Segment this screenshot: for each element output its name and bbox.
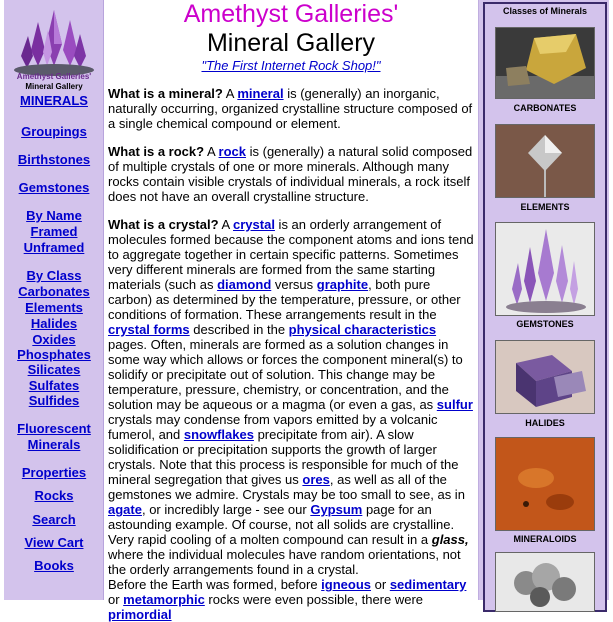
link-ores[interactable]: ores (302, 472, 330, 487)
text-span: precipitate from air). A slow solidification or precipitation supports the growth of larger crystals. Note that this process is responsible for much of the mineral segregation that gives us (108, 427, 459, 487)
right-column (478, 0, 609, 600)
halides-photo-icon (496, 341, 594, 413)
gemstones-label[interactable]: GEMSTONES (516, 319, 574, 329)
question-mineral: What is a mineral? (108, 86, 223, 101)
nav-link-silicates[interactable]: Silicates (27, 362, 81, 377)
link-mineral[interactable]: mineral (237, 86, 284, 101)
nav-link-properties[interactable]: Properties (21, 465, 87, 480)
text-span: , as well as all of the gemstones we admire. Crystals may be too small to see, as in (108, 472, 465, 502)
nav-link-elements[interactable]: Elements (25, 300, 83, 315)
logo-line2: Mineral Gallery (25, 82, 83, 91)
text-span: is (generally) a natural solid composed of multiple crystals of one or more minerals. Although many rocks contain visible crystals of individual minerals, a rock itself does not have an overall crystalline structure. (108, 144, 473, 204)
link-physical-characteristics[interactable]: physical characteristics (288, 322, 437, 337)
link-crystal[interactable]: crystal (233, 217, 275, 232)
link-primordial[interactable]: primordial (108, 607, 172, 622)
link-metamorphic[interactable]: metamorphic (123, 592, 205, 607)
mineraloids-photo-icon (496, 438, 594, 530)
page-title: Mineral Gallery (206, 29, 376, 57)
logo-line1: Amethyst Galleries' (16, 72, 92, 81)
link-rock[interactable]: rock (218, 144, 247, 159)
nav-link-carbonates[interactable]: Carbonates (18, 284, 90, 299)
halides-label[interactable]: HALIDES (525, 418, 565, 428)
nav-link-books[interactable]: Books (34, 558, 74, 573)
link-diamond[interactable]: diamond (217, 277, 272, 292)
nav-link-halides[interactable]: Halides (30, 316, 78, 331)
nav-link-by-name[interactable]: By Name (26, 208, 82, 223)
text-span: pages. Often, minerals are formed as a solution changes in some way which allows or forces the component mineral(s) to solidify or precipitate out of solution. This change may be temperature, pressure, chemistry, or concentration, and the solution may be aqueous or a magma (or even a gas, as (108, 337, 463, 412)
mineraloids-label[interactable]: MINERALOIDS (513, 534, 577, 544)
link-igneous[interactable]: igneous (321, 577, 372, 592)
paragraph-rock (108, 144, 474, 204)
link-agate[interactable]: agate (108, 502, 142, 517)
carbonates-label[interactable]: CARBONATES (513, 103, 577, 113)
nav-link-fluorescent[interactable]: Fluorescent (17, 421, 91, 436)
text-span: where the individual molecules have random orientations, not the orderly arrangements found in a crystal. (108, 547, 461, 577)
text-span: A (222, 86, 238, 101)
text-span: A (204, 144, 219, 159)
text-span: crystals may condense from vapors emitted by a volcanic fumerol, and (108, 412, 438, 442)
elements-label[interactable]: ELEMENTS (520, 202, 570, 212)
nav-link-framed[interactable]: Framed (30, 224, 78, 239)
gemstones-photo-icon (496, 223, 594, 315)
nav-link-birthstones[interactable]: Birthstones (17, 152, 91, 167)
nav-link-phosphates[interactable]: Phosphates (17, 347, 91, 362)
paragraph-crystal (108, 217, 474, 577)
text-span: , both pure carbon) as determined by the temperature, pressure, or other conditions of formation. These arrangements result in the (108, 277, 461, 322)
left-nav (4, 0, 104, 600)
nav-link-rocks[interactable]: Rocks (34, 488, 74, 503)
text-span: is (generally) an inorganic, naturally occurring, organized crystalline structure composed of a single chemical compound or element. (108, 86, 473, 131)
nav-title-minerals[interactable]: MINERALS (20, 93, 88, 108)
text-span: page for an astounding example. Of course, not all solids are crystalline. Very rapid cooling of a molten compound can result in a (108, 502, 455, 547)
text-span: described in the (189, 322, 289, 337)
site-logo[interactable] (8, 4, 100, 82)
nav-link-by-class[interactable]: By Class (26, 268, 82, 283)
classes-header: Classes of Minerals (502, 6, 588, 16)
text-span: , or incredibly large - see our (141, 502, 311, 517)
text-span: A (218, 217, 234, 232)
nav-link-fluorescent-minerals[interactable]: Minerals (27, 437, 81, 452)
metallic-photo-icon (496, 553, 594, 611)
paragraph-mineral (108, 86, 474, 131)
classes-panel (483, 2, 607, 612)
nav-link-oxides[interactable]: Oxides (32, 332, 76, 347)
link-crystal-forms[interactable]: crystal forms (108, 322, 190, 337)
elements-photo-icon (496, 125, 594, 197)
question-crystal: What is a crystal? (108, 217, 219, 232)
link-sulfur[interactable]: sulfur (436, 397, 473, 412)
amethyst-logo-icon (8, 4, 100, 76)
nav-link-gemstones[interactable]: Gemstones (18, 180, 90, 195)
link-snowflakes[interactable]: snowflakes (183, 427, 254, 442)
text-span: or (108, 592, 124, 607)
link-gypsum[interactable]: Gypsum (310, 502, 363, 517)
elements-image[interactable] (495, 124, 595, 198)
emphasis-glass: glass, (431, 532, 469, 547)
carbonates-photo-icon (496, 28, 594, 98)
carbonates-image[interactable] (495, 27, 595, 99)
text-span: rocks were even possible, there were (204, 592, 424, 607)
text-span: or (371, 577, 390, 592)
question-rock: What is a rock? (108, 144, 205, 159)
nav-link-unframed[interactable]: Unframed (23, 240, 85, 255)
link-sedimentary[interactable]: sedimentary (389, 577, 467, 592)
nav-link-groupings[interactable]: Groupings (21, 124, 87, 139)
nav-link-view-cart[interactable]: View Cart (24, 535, 84, 550)
tagline-link[interactable]: "The First Internet Rock Shop!" (201, 58, 381, 73)
gemstones-image[interactable] (495, 222, 595, 316)
text-span: Before the Earth was formed, before (108, 577, 322, 592)
nav-link-search[interactable]: Search (32, 512, 76, 527)
nav-link-sulfates[interactable]: Sulfates (28, 378, 80, 393)
mineraloids-image[interactable] (495, 437, 595, 531)
mineral-class-image-next[interactable] (495, 552, 595, 612)
site-title: Amethyst Galleries' (183, 0, 399, 28)
text-span: is an orderly arrangement of molecules formed because the component atoms and ions tend to aggregate together in certain specific patterns. Sometimes very different minerals are formed from the same starting materials (such as (108, 217, 474, 292)
halides-image[interactable] (495, 340, 595, 414)
text-span: versus (271, 277, 317, 292)
nav-link-sulfides[interactable]: Sulfides (28, 393, 80, 408)
link-graphite[interactable]: graphite (316, 277, 369, 292)
